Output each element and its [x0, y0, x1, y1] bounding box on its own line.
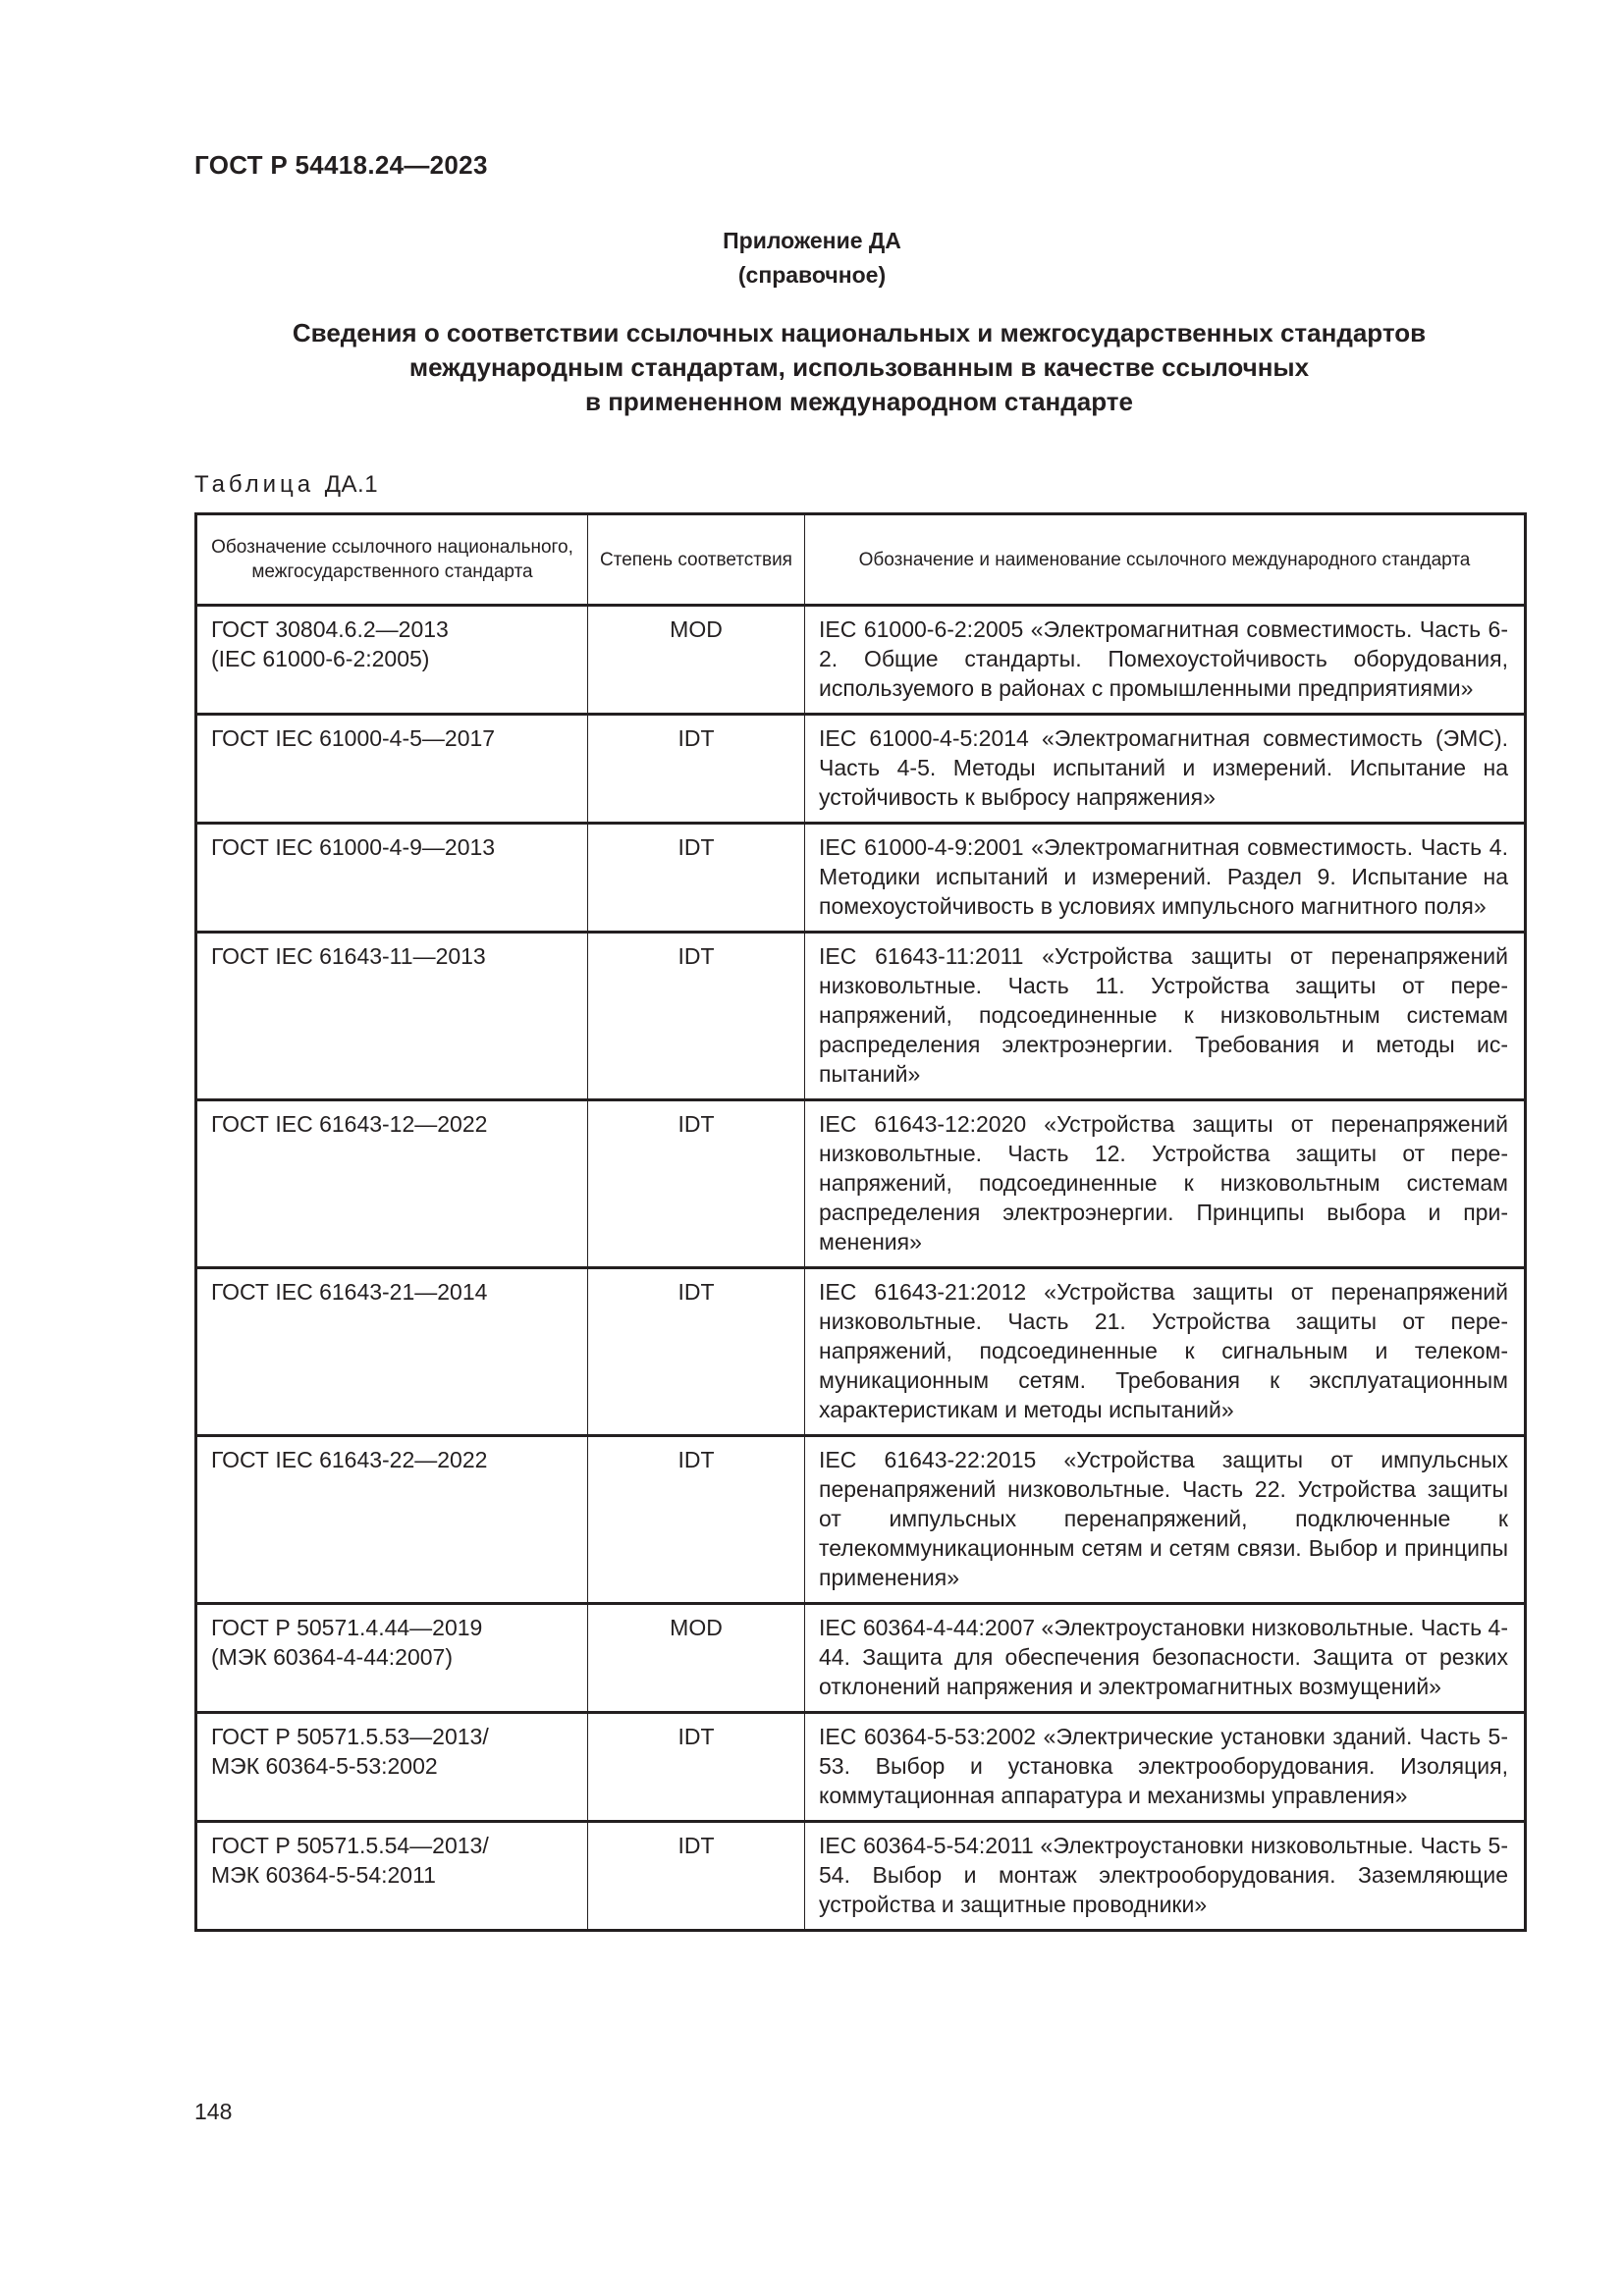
national-standard-line: ГОСТ IEC 61000-4-9—2013 — [211, 834, 496, 860]
international-standard-cell: IEC 61643-11:2011 «Устройства защиты от перенапряжений низковольтные. Часть 11. Устройства защиты от перенапряжений, подсоединенные к низковольтным системам распределения электроэнергии. Требования и методы испытаний» — [805, 933, 1526, 1100]
national-standard-line: (IEC 61000-6-2:2005) — [211, 646, 430, 671]
compliance-degree-cell: IDT — [588, 1436, 805, 1604]
national-standard-line: (МЭК 60364-4-44:2007) — [211, 1644, 454, 1670]
compliance-degree-cell: MOD — [588, 1604, 805, 1713]
national-standard-line: ГОСТ IEC 61000-4-5—2017 — [211, 725, 496, 751]
international-standard-cell: IEC 61000-4-9:2001 «Электромагнитная совместимость. Часть 4. Методики испытаний и измерений. Раздел 9. Испытание на помехоустойчивость в условиях импульсного магнитного поля» — [805, 824, 1526, 933]
national-standard-line: ГОСТ IEC 61643-21—2014 — [211, 1279, 488, 1305]
national-standard-line: ГОСТ IEC 61643-11—2013 — [211, 943, 486, 969]
national-standard-cell — [196, 1604, 588, 1713]
annex-heading — [0, 224, 1624, 293]
table-row — [196, 1100, 1526, 1268]
national-standard-line: МЭК 60364-5-53:2002 — [211, 1753, 438, 1779]
international-standard-cell: IEC 61643-12:2020 «Устройства защиты от перенапряжений низковольтные. Часть 12. Устройства защиты от перенапряжений, подсоединенные к низковольтным системам распределения электроэнергии. Принципы выбора и применения» — [805, 1100, 1526, 1268]
international-standard-cell: IEC 61643-22:2015 «Устройства защиты от импульсных перенапряжений низковольтные. Часть 22. Устройства защиты от импульсных перенапряжений, подключенные к телекоммуникационным сетям и сетям связи. Выбор и принципы применения» — [805, 1436, 1526, 1604]
compliance-degree-cell: IDT — [588, 1268, 805, 1436]
column-header-reference: Обозначение и наименование ссылочного международного стандарта — [805, 514, 1526, 606]
national-standard-cell — [196, 1268, 588, 1436]
national-standard-line: МЭК 60364-5-54:2011 — [211, 1862, 436, 1888]
table-row — [196, 824, 1526, 933]
international-standard-cell: IEC 60364-5-54:2011 «Электроустановки низковольтные. Часть 5-54. Выбор и монтаж электрооборудования. Заземляющие устройства и защитные проводники» — [805, 1822, 1526, 1931]
annex-title-line: Сведения о соответствии ссылочных национальных и межгосударственных стандартов — [292, 318, 1427, 347]
table-row — [196, 1822, 1526, 1931]
table-caption-word: Таблица — [194, 471, 315, 498]
table-row — [196, 933, 1526, 1100]
table-row — [196, 715, 1526, 824]
national-standard-line: ГОСТ Р 50571.5.53—2013/ — [211, 1724, 489, 1749]
national-standard-cell — [196, 824, 588, 933]
annex-name: Приложение ДА — [723, 228, 901, 253]
table-row — [196, 1436, 1526, 1604]
national-standard-cell — [196, 1822, 588, 1931]
national-standard-line: ГОСТ IEC 61643-12—2022 — [211, 1111, 488, 1137]
national-standard-cell — [196, 606, 588, 715]
compliance-degree-cell: IDT — [588, 715, 805, 824]
compliance-degree-cell: MOD — [588, 606, 805, 715]
page-number: 148 — [194, 2099, 233, 2124]
international-standard-cell: IEC 60364-5-53:2002 «Электрические установки зданий. Часть 5-53. Выбор и установка электрооборудования. Изоляция, коммутационная аппаратура и механизмы управления» — [805, 1713, 1526, 1822]
annex-title — [147, 316, 1571, 419]
national-standard-cell — [196, 1436, 588, 1604]
annex-title-line: в примененном международном стандарте — [585, 387, 1133, 416]
annex-status: (справочное) — [737, 262, 887, 288]
compliance-degree-cell: IDT — [588, 1713, 805, 1822]
national-standard-line: ГОСТ IEC 61643-22—2022 — [211, 1447, 488, 1472]
compliance-degree-cell: IDT — [588, 1822, 805, 1931]
compliance-degree-cell: IDT — [588, 1100, 805, 1268]
column-header-designation: Обозначение ссылочного национального, межгосударственного стандарта — [196, 514, 588, 606]
national-standard-line: ГОСТ Р 50571.5.54—2013/ — [211, 1833, 489, 1858]
national-standard-cell — [196, 1100, 588, 1268]
column-header-degree: Степень соответствия — [588, 514, 805, 606]
document-code: ГОСТ Р 54418.24—2023 — [194, 150, 488, 180]
compliance-degree-cell: IDT — [588, 824, 805, 933]
national-standard-cell — [196, 1713, 588, 1822]
international-standard-cell: IEC 61643-21:2012 «Устройства защиты от перенапряжений низковольтные. Часть 21. Устройства защиты от перенапряжений, подсоединенные к сигнальным и телекоммуникационным сетям. Требования к эксплуатационным характеристикам и методы испытаний» — [805, 1268, 1526, 1436]
international-standard-cell: IEC 61000-6-2:2005 «Электромагнитная совместимость. Часть 6-2. Общие стандарты. Помехоустойчивость оборудования, используемого в районах с промышленными предприятиями» — [805, 606, 1526, 715]
table-caption — [194, 471, 378, 499]
table-row — [196, 1604, 1526, 1713]
correspondence-table — [194, 512, 1527, 1932]
table-row — [196, 1713, 1526, 1822]
table-body — [196, 606, 1526, 1931]
table-row — [196, 606, 1526, 715]
table-row — [196, 1268, 1526, 1436]
national-standard-cell — [196, 715, 588, 824]
national-standard-line: ГОСТ 30804.6.2—2013 — [211, 616, 449, 642]
table-header-row — [196, 514, 1526, 606]
national-standard-line: ГОСТ Р 50571.4.44—2019 — [211, 1615, 483, 1640]
table-caption-number: ДА.1 — [324, 471, 379, 498]
compliance-degree-cell: IDT — [588, 933, 805, 1100]
national-standard-cell — [196, 933, 588, 1100]
annex-title-line: международным стандартам, использованным в качестве ссылочных — [408, 352, 1310, 382]
international-standard-cell: IEC 61000-4-5:2014 «Электромагнитная совместимость (ЭМС). Часть 4-5. Методы испытаний и измерений. Испытание на устойчивость к выбросу напряжения» — [805, 715, 1526, 824]
international-standard-cell: IEC 60364-4-44:2007 «Электроустановки низковольтные. Часть 4-44. Защита для обеспечения безопасности. Защита от резких отклонений напряжения и электромагнитных возмущений» — [805, 1604, 1526, 1713]
